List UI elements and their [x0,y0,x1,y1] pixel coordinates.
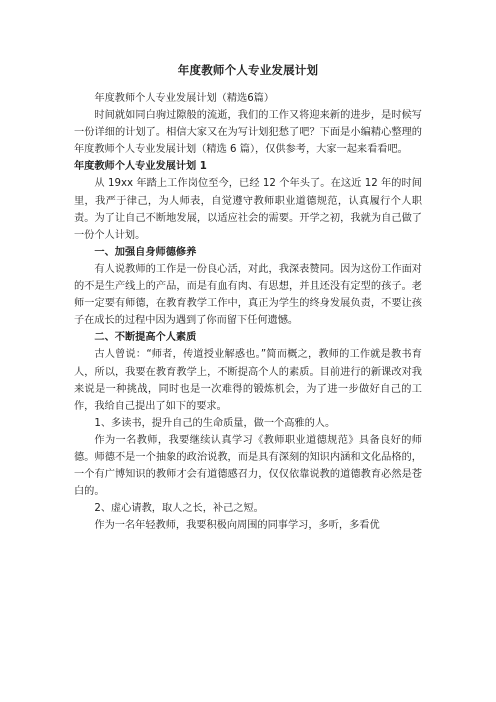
paragraph-5: 作为一名年轻教师，我要积极向周围的同事学习，多听，多看优 [94,520,380,532]
section-heading: 年度教师个人专业发展计划 1 [74,161,207,173]
document-title: 年度教师个人专业发展计划 [177,63,319,77]
heading-morality: 一、加强自身师德修养 [94,246,197,258]
paragraph-1: 从 19xx 年踏上工作岗位至今，已经 12 个年头了。在这近 12 年的时间里，我严于律己，为人师表，自觉遵守教师职业道德规范，认真履行个人职责。为了让自己不断地发展，以适应社会的需要。开学之初，我就为自己做了一份个人计划。 [74,178,422,241]
intro-paragraph: 时间就如同白驹过隙般的流逝，我们的工作又将迎来新的进步，是时候写一份详细的计划了。相信大家又在为写计划犯愁了吧？下面是小编精心整理的年度教师个人专业发展计划（精选 6 篇），仅供参考，大家一起来看看吧。 [74,110,422,156]
document-subtitle: 年度教师个人专业发展计划（精选6篇） [94,93,275,104]
paragraph-2: 有人说教师的工作是一份良心活，对此，我深表赞同。因为这份工作面对的不是生产线上的产品，而是有血有肉、有思想，并且还没有定型的孩子。老师一定要有师德，在教育教学工作中，真正为学生的终身发展负责，不要让孩子在成长的过程中因为遇到了你而留下任何遗憾。 [74,263,422,327]
paragraph-3: 古人曾说：“师者，传道授业解惑也。”简而概之，教师的工作就是教书育人，所以，我要在教育教学上，不断提高个人的素质。目前进行的新课改对我来说是一种挑战，同时也是一次难得的锻炼机会，为了进一步做好自己的工作，我给自己提出了如下的要求。 [74,349,422,412]
list-item-reading: 1、多读书，提升自己的生命质量，做一个高雅的人。 [94,417,336,429]
paragraph-4: 作为一名教师，我要继续认真学习《教师职业道德规范》具备良好的师德。师德不是一个抽象的政治说教，而是具有深刻的知识内涵和文化品格的，一个有广博知识的教师才会有道德感召力，仅仅依靠说教的道德教育必然是苍白的。 [74,434,422,498]
list-item-learning: 2、虚心请教，取人之长，补己之短。 [94,503,264,515]
heading-quality: 二、不断提高个人素质 [94,332,197,344]
